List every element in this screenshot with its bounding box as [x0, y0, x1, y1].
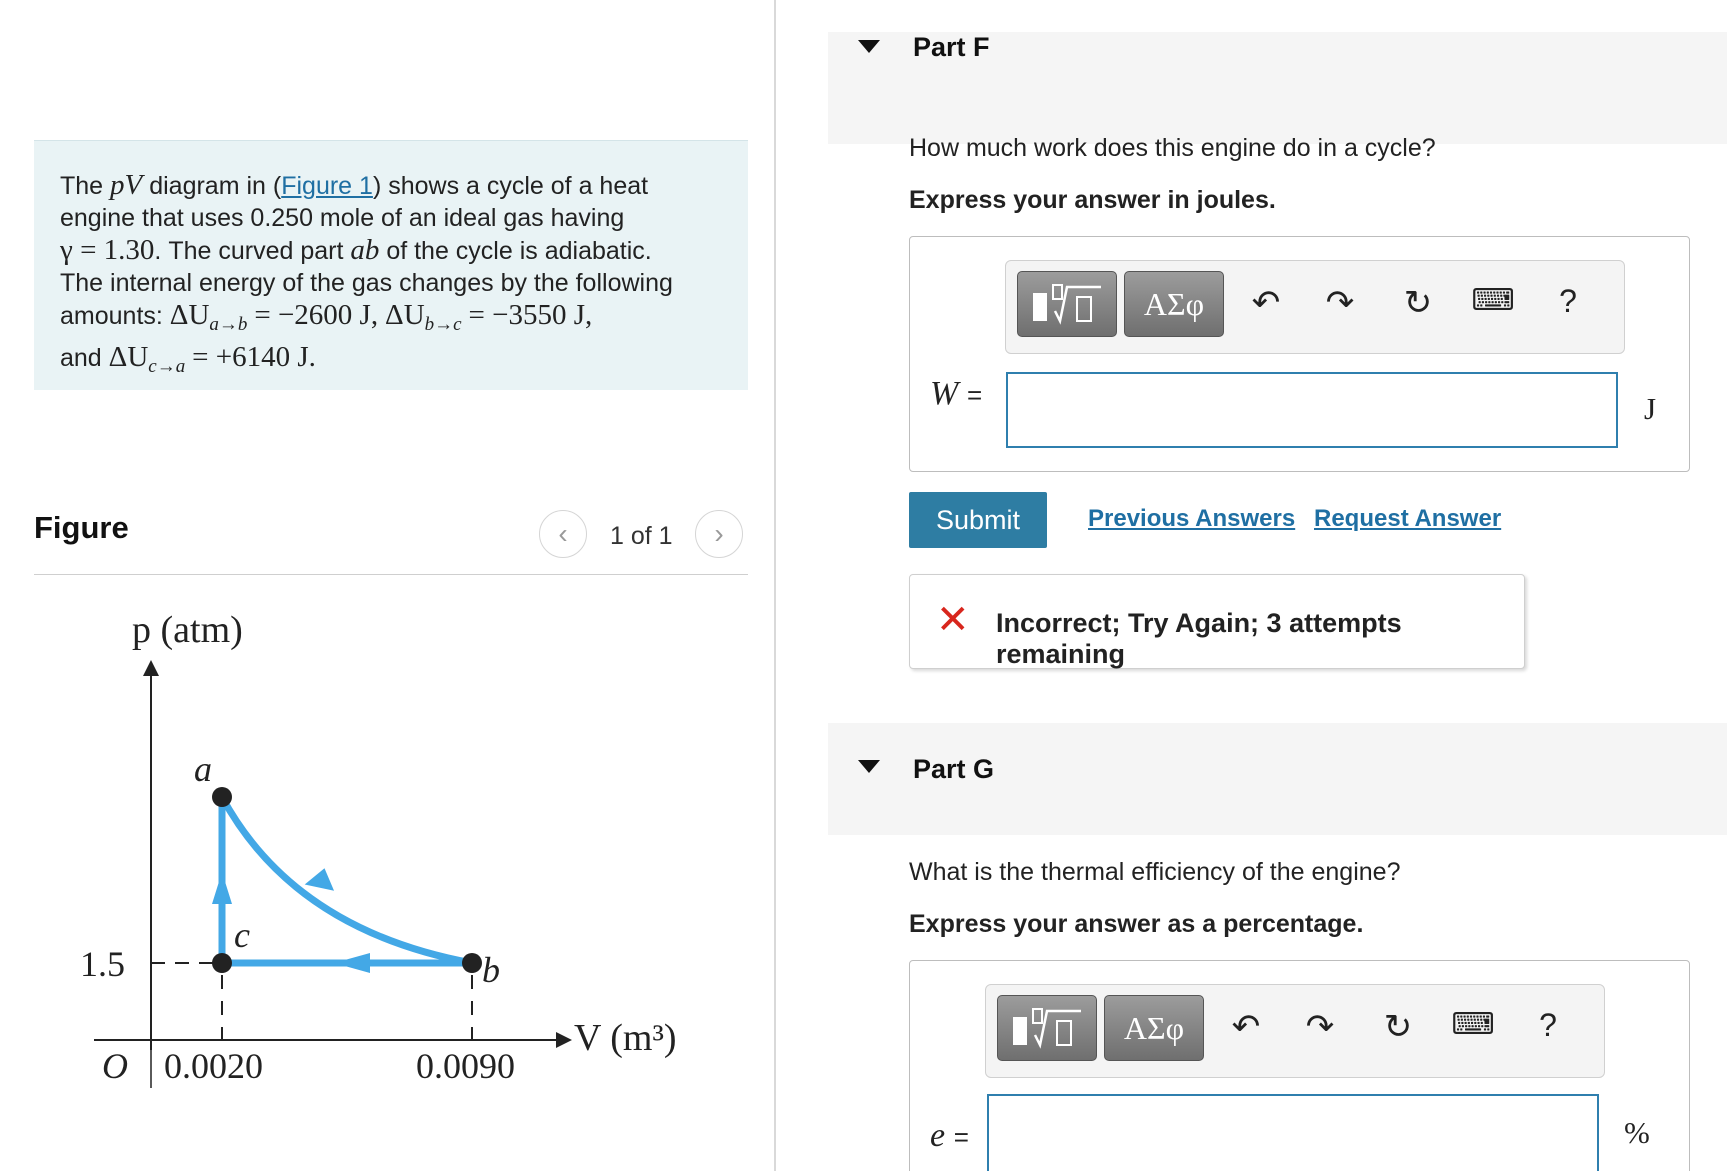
point-a — [212, 787, 232, 807]
point-c — [212, 953, 232, 973]
keyboard-icon[interactable]: ⌨ — [1471, 284, 1515, 317]
p-axis-label: p (atm) — [132, 609, 243, 651]
templates-button[interactable] — [997, 995, 1097, 1061]
chevron-right-icon: › — [714, 518, 724, 549]
figure-title: Figure — [34, 510, 129, 545]
keyboard-icon[interactable]: ⌨ — [1451, 1008, 1495, 1041]
feedback-text: Incorrect; Try Again; 3 attempts remaining — [996, 608, 1402, 669]
figure-pager: 1 of 1 — [610, 522, 673, 550]
arrow-ab — [305, 865, 339, 891]
next-figure-button[interactable] — [695, 510, 743, 558]
v-tick-label-2: 0.0090 — [416, 1046, 515, 1086]
part-g-title: Part G — [913, 754, 995, 784]
part-f-math-toolbar — [1005, 260, 1625, 354]
part-f-unit: J — [1644, 391, 1657, 426]
figure-header — [34, 498, 748, 575]
part-f-header[interactable] — [828, 32, 1727, 144]
greek-symbols-button[interactable]: ΑΣφ — [1124, 271, 1224, 337]
reset-icon[interactable]: ↻ — [1383, 1008, 1413, 1046]
part-f-answer-box — [909, 236, 1690, 472]
arrow-ca — [212, 872, 232, 904]
pv-diagram-svg — [34, 590, 748, 1090]
part-g-question: What is the thermal efficiency of the engine? — [909, 858, 1401, 886]
submit-button[interactable]: Submit — [909, 492, 1047, 548]
reset-icon[interactable]: ↻ — [1403, 284, 1433, 322]
part-g-math-toolbar — [985, 984, 1605, 1078]
help-icon[interactable]: ? — [1559, 283, 1577, 319]
templates-icon — [1005, 1003, 1089, 1053]
templates-icon — [1025, 279, 1109, 329]
feedback-message — [909, 574, 1525, 669]
undo-icon[interactable]: ↶ — [1251, 284, 1281, 322]
part-f-instruction: Express your answer in joules. — [909, 186, 1276, 214]
redo-icon[interactable]: ↷ — [1305, 1008, 1335, 1046]
previous-answers-link[interactable]: Previous Answers — [1088, 505, 1296, 532]
greek-symbols-button[interactable]: ΑΣφ — [1104, 995, 1204, 1061]
point-b-label: b — [482, 950, 500, 990]
v-tick-label-1: 0.0020 — [164, 1046, 263, 1086]
collapse-triangle-icon[interactable] — [858, 760, 880, 773]
part-g-variable-label: e = — [930, 1117, 969, 1154]
p-tick-label: 1.5 — [80, 944, 125, 984]
part-f-question: How much work does this engine do in a cycle? — [909, 134, 1436, 162]
part-g-unit: % — [1624, 1115, 1650, 1150]
origin-label: O — [102, 1046, 128, 1086]
gamma-value: γ = 1.30 — [60, 234, 155, 266]
chevron-left-icon: ‹ — [558, 518, 568, 549]
point-c-label: c — [234, 915, 250, 955]
templates-button[interactable] — [1017, 271, 1117, 337]
part-f-answer-input[interactable] — [1006, 372, 1618, 448]
problem-statement: The pV diagram in (Figure 1) shows a cycle of a heat engine that uses 0.250 mole of an ideal gas having γ = 1.30. The curved part ab of the cycle is adiabatic. The internal energy of the gas changes by the following amounts: $\Delta U_{a\to b} = -2600$ J, $\Delta U_{b\to c} = -3550$ J, and $\Delta U_{c\to a} = +6140$ J. — [34, 140, 748, 390]
redo-icon[interactable]: ↷ — [1325, 284, 1355, 322]
part-g-answer-box — [909, 960, 1690, 1171]
right-pane — [776, 0, 1727, 1171]
previous-figure-button[interactable] — [539, 510, 587, 558]
point-a-label: a — [194, 749, 212, 789]
part-g-answer-input[interactable] — [987, 1094, 1599, 1171]
incorrect-x-icon: ✕ — [936, 598, 970, 642]
part-g-header[interactable] — [828, 723, 1727, 835]
request-answer-link[interactable]: Request Answer — [1314, 505, 1502, 532]
figure-link[interactable]: Figure 1 — [281, 172, 373, 200]
help-icon[interactable]: ? — [1539, 1007, 1557, 1043]
part-f-title: Part F — [913, 32, 990, 62]
point-b — [462, 953, 482, 973]
left-pane — [0, 0, 775, 1171]
part-g-instruction: Express your answer as a percentage. — [909, 910, 1364, 938]
undo-icon[interactable]: ↶ — [1231, 1008, 1261, 1046]
pv-diagram — [34, 590, 748, 1090]
collapse-triangle-icon[interactable] — [858, 40, 880, 53]
arrow-bc — [334, 953, 370, 973]
v-axis-label: V (m³) — [574, 1017, 677, 1059]
adiabatic-curve-ab — [222, 797, 472, 963]
part-f-variable-label: W = — [930, 375, 983, 412]
pv-symbol: pV — [110, 169, 143, 201]
